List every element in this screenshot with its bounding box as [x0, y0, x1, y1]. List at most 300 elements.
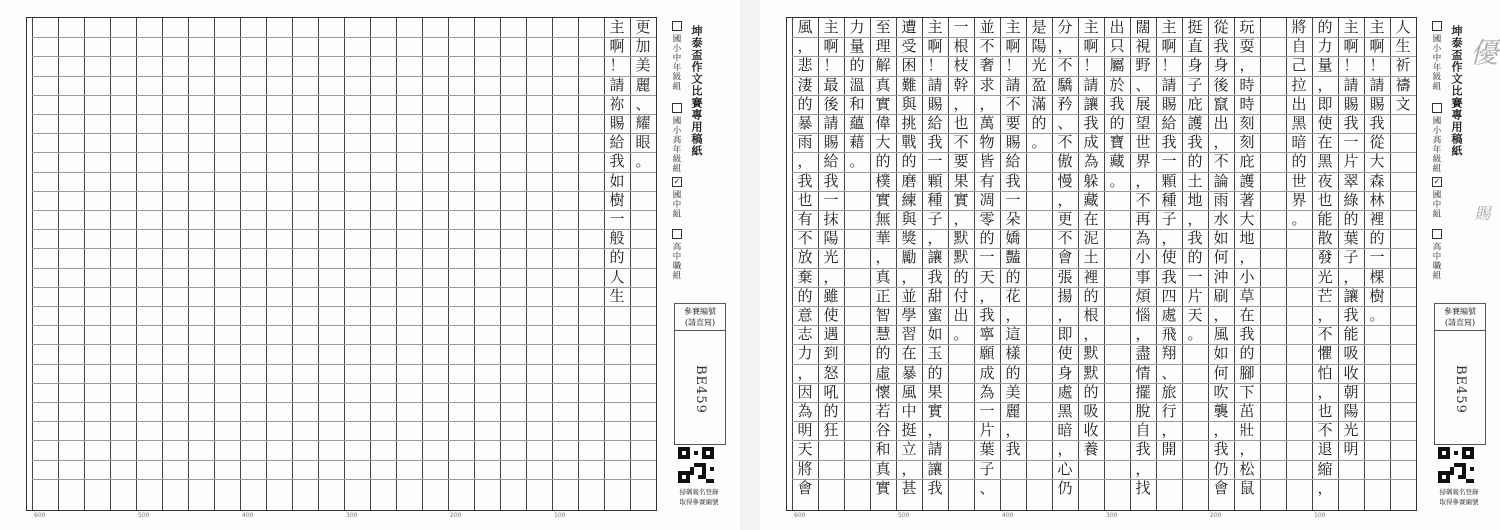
row-line: [370, 172, 396, 173]
row-line: [1026, 460, 1052, 461]
row-line: [552, 56, 578, 57]
row-line: [240, 325, 266, 326]
row-line: [58, 76, 84, 77]
row-line: [84, 56, 110, 57]
essay-character: 地: [1239, 229, 1255, 248]
essay-character: 光: [1317, 267, 1333, 286]
row-line: [474, 364, 500, 365]
row-line: [110, 364, 136, 365]
row-line: [500, 210, 526, 211]
row-line: [422, 229, 448, 230]
essay-character: 一: [1187, 267, 1203, 286]
essay-character: 竄: [1213, 94, 1229, 113]
row-line: [422, 95, 448, 96]
essay-character: 陽: [1343, 402, 1359, 420]
row-line: [474, 402, 500, 403]
essay-character: 後: [1213, 75, 1229, 94]
row-line: [58, 191, 84, 192]
ruler-label: 100: [554, 512, 566, 519]
row-line: [110, 383, 136, 384]
essay-character: 慧: [875, 325, 891, 344]
row-line: [136, 364, 162, 365]
row-line: [552, 460, 578, 461]
essay-character: 慢: [1057, 171, 1073, 190]
essay-character: 請: [927, 440, 943, 459]
category-label: 國小中年級組: [1431, 34, 1441, 91]
row-line: [162, 460, 188, 461]
row-line: [1000, 479, 1026, 480]
row-line: [266, 268, 292, 269]
category-label: 國小高年級組: [1431, 116, 1441, 173]
essay-character: 請: [1369, 75, 1385, 94]
row-line: [370, 287, 396, 288]
essay-character: 玩: [1239, 18, 1255, 36]
row-line: [630, 421, 656, 422]
row-line: [292, 229, 318, 230]
category-option[interactable]: [1430, 21, 1444, 95]
row-line: [578, 191, 604, 192]
row-line: [630, 172, 656, 173]
grid-column: [1104, 18, 1130, 510]
row-line: [110, 325, 136, 326]
row-line: [396, 325, 422, 326]
essay-character: 的: [1239, 344, 1255, 363]
essay-character: 我: [979, 306, 995, 324]
essay-character: 請: [1005, 75, 1021, 94]
row-line: [188, 210, 214, 211]
essay-character: ，: [1005, 421, 1021, 440]
grid-column: [844, 18, 870, 510]
column-divider: [526, 18, 527, 510]
row-line: [448, 364, 474, 365]
row-line: [604, 440, 630, 441]
row-line: [292, 268, 318, 269]
row-line: [500, 172, 526, 173]
checkbox[interactable]: [672, 21, 682, 31]
row-line: [84, 287, 110, 288]
essay-character: ，: [953, 210, 969, 228]
essay-character: 啊: [1005, 37, 1021, 56]
essay-character: 並: [979, 18, 995, 36]
row-line: [162, 76, 188, 77]
essay-character: 至: [875, 18, 891, 36]
row-line: [188, 460, 214, 461]
row-line: [448, 421, 474, 422]
category-option[interactable]: [1430, 103, 1444, 177]
row-line: [32, 344, 58, 345]
row-line: [266, 191, 292, 192]
row-line: [448, 191, 474, 192]
checkbox-checked[interactable]: ✓: [673, 177, 681, 186]
checkbox[interactable]: [672, 229, 682, 239]
row-line: [110, 114, 136, 115]
grid-column: [526, 18, 552, 510]
row-line: [266, 133, 292, 134]
row-line: [32, 402, 58, 403]
row-line: [84, 95, 110, 96]
row-line: [344, 76, 370, 77]
essay-character: 懼: [1317, 344, 1333, 363]
row-line: [1026, 229, 1052, 230]
essay-character: 真: [875, 75, 891, 94]
row-line: [136, 133, 162, 134]
essay-character: 我: [1343, 306, 1359, 324]
essay-character: 事: [1135, 267, 1151, 286]
checkbox[interactable]: [672, 103, 682, 113]
essay-character: 棄: [797, 267, 813, 286]
row-line: [370, 402, 396, 403]
column-divider: [318, 18, 319, 510]
essay-character: 庇: [1239, 152, 1255, 171]
checkbox[interactable]: [1432, 103, 1442, 113]
essay-character: 旅: [1161, 382, 1177, 401]
category-option[interactable]: [1430, 177, 1444, 223]
row-line: [422, 172, 448, 173]
essay-character: 風: [797, 18, 813, 36]
row-line: [578, 37, 604, 38]
row-line: [58, 479, 84, 480]
essay-character: 暗: [1291, 133, 1307, 152]
grid-column: [370, 18, 396, 510]
row-line: [1026, 421, 1052, 422]
grid-column: [110, 18, 136, 510]
essay-character: 能: [1343, 325, 1359, 344]
row-line: [422, 460, 448, 461]
column-divider: [552, 18, 553, 510]
row-line: [344, 152, 370, 153]
grid-column: [474, 18, 500, 510]
row-line: [578, 383, 604, 384]
grid-column: [136, 18, 162, 510]
category-option[interactable]: [1430, 229, 1444, 284]
row-line: [1026, 364, 1052, 365]
qr-code-icon[interactable]: [1438, 447, 1474, 483]
grid-column: [1052, 18, 1078, 510]
row-line: [1390, 325, 1416, 326]
essay-character: 的: [1031, 114, 1047, 132]
row-line: [604, 306, 630, 307]
row-line: [474, 287, 500, 288]
essay-character: 我: [927, 478, 943, 497]
row-line: [1104, 440, 1130, 441]
essay-character: 虛: [875, 363, 891, 382]
essay-character: 沖: [1213, 267, 1229, 286]
row-line: [292, 287, 318, 288]
essay-character: 我: [823, 171, 839, 190]
essay-character: 躲: [1083, 171, 1099, 190]
row-line: [266, 383, 292, 384]
essay-character: 著: [1239, 190, 1255, 209]
row-line: [448, 306, 474, 307]
row-line: [500, 76, 526, 77]
row-line: [344, 133, 370, 134]
essay-character: 我: [1083, 114, 1099, 132]
essay-character: 。: [953, 325, 969, 344]
ruler-label: 500: [898, 512, 910, 519]
essay-character: 般: [609, 229, 625, 248]
essay-character: 一: [1161, 152, 1177, 171]
essay-character: 與: [901, 210, 917, 228]
essay-character: 光: [1343, 421, 1359, 440]
column-divider: [1260, 18, 1261, 510]
essay-character: ，: [1213, 421, 1229, 440]
essay-character: 啊: [1369, 37, 1385, 56]
essay-character: 立: [901, 440, 917, 459]
essay-character: 脫: [1135, 402, 1151, 420]
essay-character: 的: [1109, 114, 1125, 132]
essay-character: 雨: [1213, 190, 1229, 209]
row-line: [1390, 191, 1416, 192]
essay-character: 果: [927, 382, 943, 401]
row-line: [266, 229, 292, 230]
row-line: [500, 191, 526, 192]
essay-character: 小: [1135, 248, 1151, 267]
row-line: [448, 152, 474, 153]
row-line: [162, 421, 188, 422]
row-line: [370, 440, 396, 441]
essay-character: 我: [1109, 94, 1125, 113]
essay-character: 與: [901, 94, 917, 113]
row-line: [1286, 383, 1312, 384]
essay-character: 賜: [609, 114, 625, 132]
essay-character: 付: [953, 286, 969, 305]
row-line: [32, 383, 58, 384]
row-line: [136, 114, 162, 115]
essay-character: 實: [875, 190, 891, 209]
row-line: [136, 172, 162, 173]
row-line: [188, 440, 214, 441]
category-option[interactable]: [670, 103, 684, 177]
row-line: [578, 344, 604, 345]
row-line: [526, 191, 552, 192]
row-line: [84, 133, 110, 134]
row-line: [474, 383, 500, 384]
grid-column: [870, 18, 896, 510]
row-line: [292, 191, 318, 192]
row-line: [240, 56, 266, 57]
essay-character: 給: [609, 133, 625, 152]
grid-column: [1078, 18, 1104, 510]
qr-code-icon[interactable]: [678, 447, 714, 483]
checkbox[interactable]: [1432, 229, 1442, 239]
row-line: [578, 440, 604, 441]
row-line: [552, 152, 578, 153]
essay-character: 為: [979, 382, 995, 401]
essay-character: 麗: [635, 75, 651, 94]
essay-character: 出: [1109, 18, 1125, 36]
row-line: [422, 210, 448, 211]
row-line: [1260, 210, 1286, 211]
row-line: [1104, 248, 1130, 249]
essay-character: ，: [1057, 37, 1073, 56]
row-line: [344, 364, 370, 365]
essay-character: 地: [1187, 190, 1203, 209]
registration-number-box: [1434, 303, 1486, 445]
row-line: [84, 268, 110, 269]
row-line: [32, 306, 58, 307]
registration-number-box: [674, 303, 726, 445]
essay-character: ，: [1317, 382, 1333, 401]
grid-column: [948, 18, 974, 510]
category-option[interactable]: [670, 177, 684, 223]
essay-character: 論: [1213, 171, 1229, 190]
essay-character: ，: [797, 37, 813, 56]
row-line: [318, 306, 344, 307]
essay-character: 我: [1005, 171, 1021, 190]
row-line: [500, 440, 526, 441]
row-line: [1104, 383, 1130, 384]
row-line: [32, 479, 58, 480]
row-line: [1260, 344, 1286, 345]
row-line: [422, 191, 448, 192]
row-line: [292, 56, 318, 57]
row-line: [1390, 248, 1416, 249]
row-line: [1260, 37, 1286, 38]
row-line: [844, 229, 870, 230]
essay-character: 野: [1135, 56, 1151, 75]
row-line: [500, 152, 526, 153]
essay-character: 不: [979, 37, 995, 56]
row-line: [318, 133, 344, 134]
essay-character: 何: [1213, 363, 1229, 382]
row-line: [578, 364, 604, 365]
row-line: [32, 460, 58, 461]
row-line: [318, 479, 344, 480]
row-line: [84, 383, 110, 384]
row-line: [526, 268, 552, 269]
row-line: [474, 172, 500, 173]
essay-character: 陽: [823, 229, 839, 248]
checkbox[interactable]: [1432, 21, 1442, 31]
row-line: [188, 287, 214, 288]
essay-character: 退: [1317, 440, 1333, 459]
row-line: [552, 268, 578, 269]
row-line: [1390, 383, 1416, 384]
row-line: [58, 133, 84, 134]
row-line: [58, 364, 84, 365]
row-line: [110, 133, 136, 134]
essay-character: 默: [1083, 344, 1099, 363]
grid-column: [1182, 18, 1208, 510]
row-line: [1104, 421, 1130, 422]
row-line: [136, 76, 162, 77]
essay-character: ，: [1057, 306, 1073, 324]
essay-character: 襲: [1213, 402, 1229, 420]
row-line: [422, 76, 448, 77]
row-line: [422, 344, 448, 345]
row-line: [526, 287, 552, 288]
row-line: [552, 479, 578, 480]
essay-character: 子: [927, 210, 943, 228]
column-divider: [344, 18, 345, 510]
row-line: [474, 248, 500, 249]
row-line: [1026, 479, 1052, 480]
grid-column: [1156, 18, 1182, 510]
essay-character: 如: [1213, 344, 1229, 363]
row-line: [240, 229, 266, 230]
category-option[interactable]: [670, 229, 684, 284]
essay-character: 傲: [1057, 152, 1073, 171]
row-line: [266, 440, 292, 441]
essay-character: 界: [1135, 152, 1151, 171]
essay-character: 身: [1213, 56, 1229, 75]
row-line: [1104, 479, 1130, 480]
essay-character: 懷: [875, 382, 891, 401]
essay-character: 磨: [901, 171, 917, 190]
row-line: [84, 229, 110, 230]
row-line: [396, 479, 422, 480]
column-divider: [162, 18, 163, 510]
checkbox-checked[interactable]: ✓: [1433, 177, 1441, 186]
essay-character: 因: [797, 382, 813, 401]
row-line: [318, 325, 344, 326]
essay-character: 的: [1005, 267, 1021, 286]
column-divider: [448, 18, 449, 510]
essay-character: 庇: [1187, 94, 1203, 113]
essay-character: 雨: [797, 133, 813, 152]
row-line: [318, 37, 344, 38]
essay-character: 大: [875, 133, 891, 152]
row-line: [318, 364, 344, 365]
grid-column: [1000, 18, 1026, 510]
row-line: [240, 114, 266, 115]
essay-character: 即: [1317, 94, 1333, 113]
row-line: [578, 56, 604, 57]
essay-character: 後: [823, 94, 839, 113]
grid-column: [818, 18, 844, 510]
row-line: [1390, 152, 1416, 153]
row-line: [474, 306, 500, 307]
essay-character: 讓: [1343, 286, 1359, 305]
grid-column: [32, 18, 58, 510]
essay-character: 再: [1135, 210, 1151, 228]
essay-character: 身: [1057, 363, 1073, 382]
grid-column: [500, 18, 526, 510]
essay-character: 麗: [1005, 402, 1021, 420]
essay-character: 賜: [1005, 133, 1021, 152]
essay-character: 一: [823, 190, 839, 209]
row-line: [84, 152, 110, 153]
essay-character: 風: [901, 382, 917, 401]
essay-character: 主: [927, 18, 943, 36]
essay-character: 要: [953, 152, 969, 171]
row-line: [552, 229, 578, 230]
row-line: [136, 479, 162, 480]
row-line: [500, 402, 526, 403]
row-line: [318, 268, 344, 269]
row-line: [344, 421, 370, 422]
essay-character: 泥: [1083, 229, 1099, 248]
essay-character: 蜜: [927, 306, 943, 324]
row-line: [1104, 287, 1130, 288]
row-line: [136, 402, 162, 403]
essay-character: 賜: [1161, 94, 1177, 113]
column-divider: [266, 18, 267, 510]
grid-column: [344, 18, 370, 510]
row-line: [396, 37, 422, 38]
essay-character: 風: [1213, 325, 1229, 344]
essay-character: 願: [979, 344, 995, 363]
row-line: [214, 383, 240, 384]
essay-character: 啊: [609, 37, 625, 56]
right-writing-grid: [786, 17, 1417, 511]
essay-character: 啊: [927, 37, 943, 56]
essay-character: 受: [901, 37, 917, 56]
essay-character: 怕: [1317, 363, 1333, 382]
grid-column: [84, 18, 110, 510]
essay-character: 到: [823, 344, 839, 363]
category-option[interactable]: [670, 21, 684, 95]
